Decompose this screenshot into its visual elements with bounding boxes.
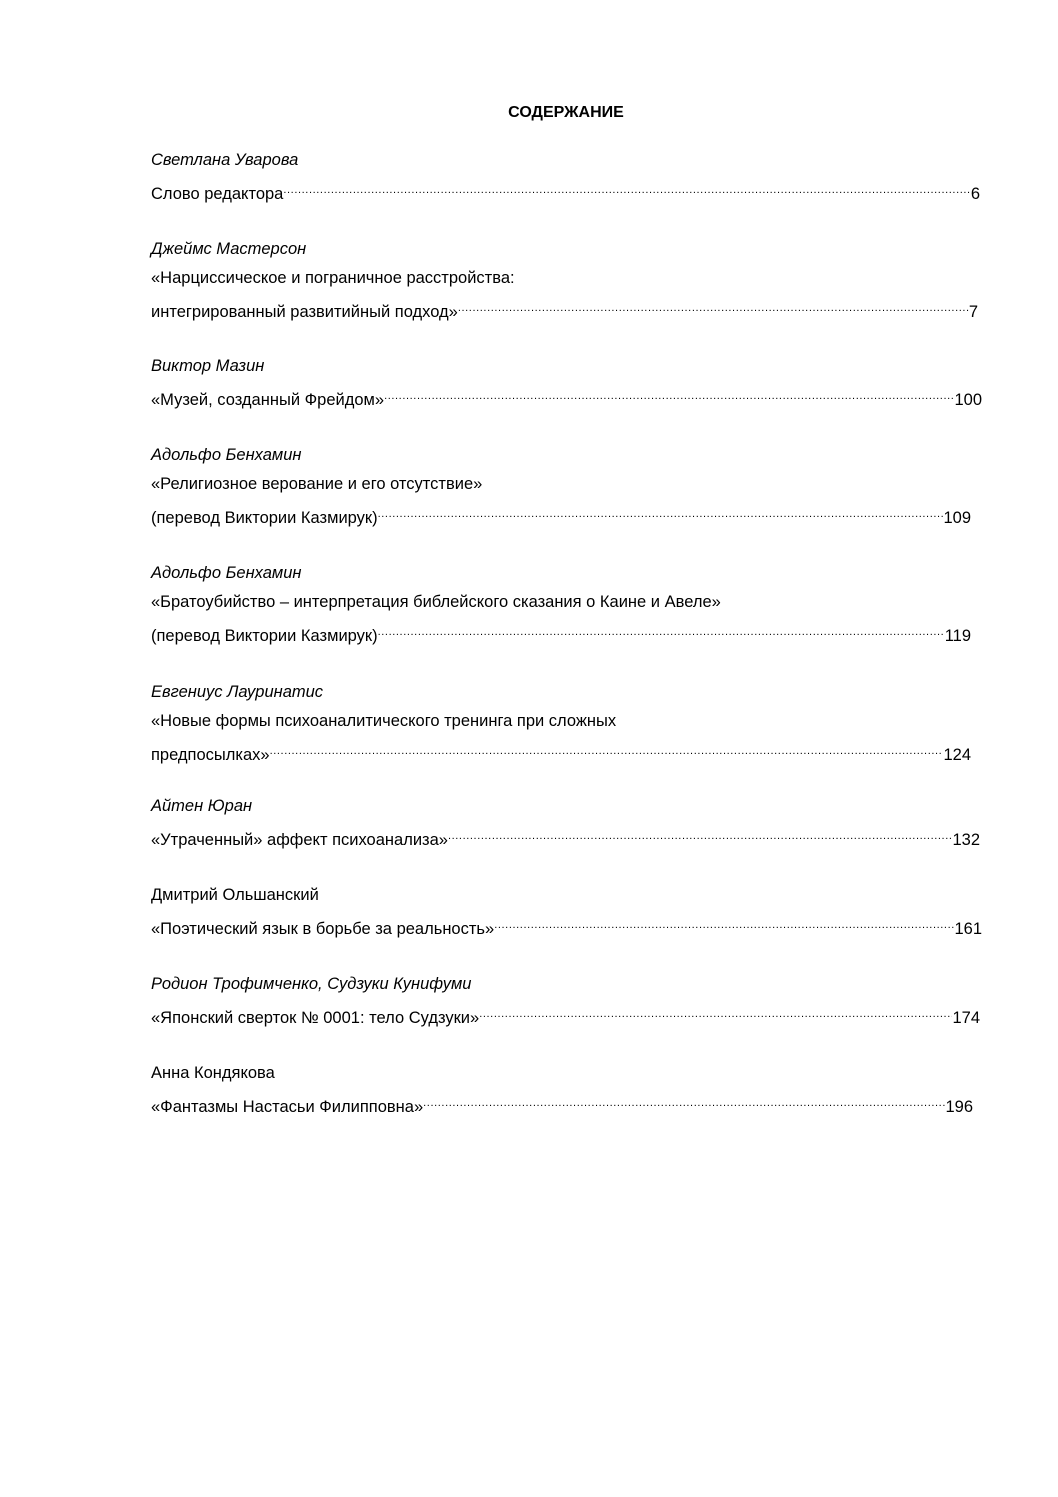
entry-title-line[interactable] [151, 297, 978, 321]
entry-author: Джеймс Мастерсон [151, 240, 307, 258]
entry-author: Анна Кондякова [151, 1064, 275, 1082]
toc-entry[interactable] [151, 974, 980, 1027]
dot-leader [283, 179, 970, 199]
entry-page-number: 174 [952, 1009, 980, 1027]
entry-title-line: «Нарциссическое и пограничное расстройства: [151, 269, 515, 287]
entry-title-line[interactable] [151, 1092, 973, 1116]
entry-author: Адольфо Бенхамин [151, 564, 302, 582]
entry-title: (перевод Виктории Казмирук) [151, 509, 378, 527]
dot-leader [494, 914, 954, 934]
toc-entry[interactable] [151, 356, 982, 409]
entry-title-line[interactable] [151, 621, 971, 645]
entry-title: «Музей, созданный Фрейдом» [151, 391, 385, 409]
entry-title-line[interactable] [151, 179, 980, 203]
entry-title: «Японский сверток № 0001: тело Судзуки» [151, 1009, 480, 1027]
entry-title: предпосылках» [151, 746, 270, 764]
entry-author: Виктор Мазин [151, 357, 265, 375]
entry-title-line[interactable] [151, 914, 982, 938]
entry-page-number: 109 [943, 509, 971, 527]
toc-entry[interactable] [151, 885, 982, 938]
entry-author: Евгениус Лауринатис [151, 683, 324, 701]
entry-title-line[interactable] [151, 385, 982, 409]
toc-entry[interactable] [151, 563, 971, 645]
entry-title-line[interactable] [151, 503, 971, 527]
dot-leader [378, 621, 945, 641]
entry-title: (перевод Виктории Казмирук) [151, 627, 378, 645]
entry-title: интегрированный развитийный подход» [151, 303, 458, 321]
dot-leader [378, 503, 944, 523]
dot-leader [423, 1092, 945, 1112]
entry-title-line[interactable] [151, 825, 980, 849]
entry-author: Адольфо Бенхамин [151, 446, 302, 464]
entry-page-number: 119 [944, 627, 971, 645]
toc-entry[interactable] [151, 1063, 973, 1116]
toc-entry[interactable] [151, 682, 971, 764]
entry-title: «Утраченный» аффект психоанализа» [151, 831, 448, 849]
toc-entry[interactable] [151, 796, 980, 849]
entry-page-number: 196 [945, 1098, 973, 1116]
entry-title-line: «Братоубийство – интерпретация библейского сказания о Каине и Авеле» [151, 593, 721, 611]
toc-entry[interactable] [151, 150, 980, 203]
entry-page-number: 161 [954, 920, 982, 938]
entry-author: Дмитрий Ольшанский [151, 886, 319, 904]
dot-leader [270, 740, 944, 760]
entry-title: «Поэтический язык в борьбе за реальность» [151, 920, 495, 938]
dot-leader [479, 1003, 952, 1023]
dot-leader [458, 297, 969, 317]
entry-title-line: «Новые формы психоаналитического тренинга при сложных [151, 712, 617, 730]
entry-author: Айтен Юран [151, 797, 253, 815]
entry-title: Слово редактора [151, 185, 284, 203]
dot-leader [448, 825, 953, 845]
toc-entry[interactable] [151, 239, 978, 321]
dot-leader [384, 385, 954, 405]
toc-entry[interactable] [151, 445, 971, 527]
entry-title-line[interactable] [151, 1003, 980, 1027]
entry-page-number: 132 [952, 831, 980, 849]
entry-page-number: 6 [970, 185, 980, 203]
page-title: СОДЕРЖАНИЕ [508, 104, 624, 121]
entry-title-line: «Религиозное верование и его отсутствие» [151, 475, 483, 493]
entry-title-line[interactable] [151, 740, 971, 764]
entry-page-number: 100 [954, 391, 982, 409]
entry-page-number: 124 [943, 746, 971, 764]
entry-author: Родион Трофимченко, Судзуки Кунифуми [151, 975, 472, 993]
entry-title: «Фантазмы Настасьи Филипповна» [151, 1098, 424, 1116]
entry-page-number: 7 [968, 303, 978, 321]
entry-author: Светлана Уварова [151, 151, 299, 169]
